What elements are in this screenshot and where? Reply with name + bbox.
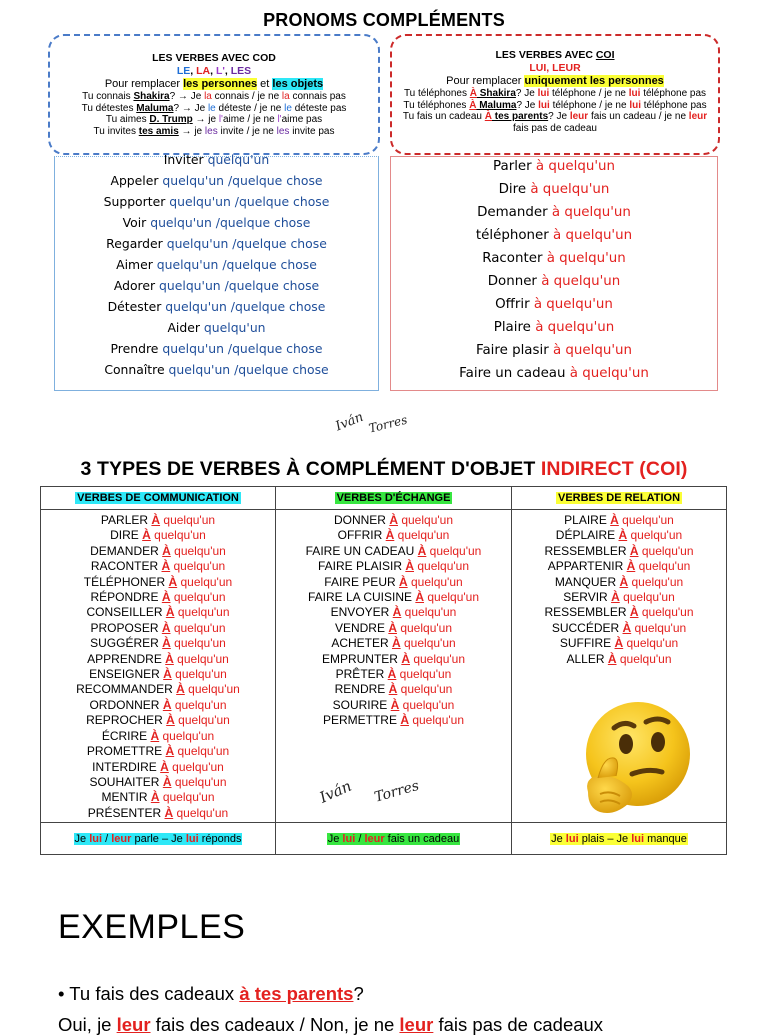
- cod-example-line: Tu invites tes amis → je les invite / je ne les invite pas: [93, 125, 335, 137]
- verb-row: RESSEMBLER À quelqu'un: [544, 543, 694, 558]
- verb-row: PARLER À quelqu'un: [100, 513, 216, 527]
- coi-verb-item: Demander à quelqu'un: [477, 205, 631, 220]
- verb-row: MENTIR À quelqu'un: [101, 790, 215, 805]
- cod-verb-item: Aider quelqu'un: [167, 320, 266, 335]
- coi-replace-line: Pour remplacer uniquement les personnes: [446, 75, 664, 87]
- example-answer: Oui, je leur fais des cadeaux / Non, je ne leur fais pas de cadeaux: [58, 1014, 604, 1035]
- verb-row: INTERDIRE À quelqu'un: [92, 759, 224, 774]
- verb-row: RESSEMBLER À quelqu'un: [544, 605, 694, 620]
- pronoun-la: LA: [196, 65, 211, 77]
- coi-verb-item: Raconter à quelqu'un: [482, 251, 626, 266]
- coi-last-line: fais pas de cadeau: [513, 122, 597, 134]
- verb-row: PLAIRE À quelqu'un: [564, 513, 674, 527]
- verb-row: RÉPONDRE À quelqu'un: [90, 590, 226, 605]
- verb-row: FAIRE PLAISIR À quelqu'un: [317, 559, 470, 574]
- svg-text:Iván: Iván: [316, 776, 355, 807]
- verb-row: FAIRE PEUR À quelqu'un: [324, 574, 463, 589]
- verb-row: SERVIR À quelqu'un: [563, 590, 675, 605]
- coi-verb-item: Faire plasir à quelqu'un: [475, 343, 633, 358]
- verb-row: RECOMMANDER À quelqu'un: [76, 682, 240, 697]
- footer-sentence: Je lui / leur fais un cadeau: [327, 832, 460, 845]
- verb-row: SOUHAITER À quelqu'un: [89, 774, 227, 789]
- cod-verb-item: Adorer quelqu'un /quelque chose: [113, 278, 320, 293]
- cod-verb-item: Aimer quelqu'un /quelque chose: [116, 257, 317, 272]
- coi-verb-item: Donner à quelqu'un: [487, 274, 621, 289]
- coi-pronouns: LUI, LEUR: [529, 62, 581, 74]
- col-communication: [41, 510, 276, 823]
- coi-example-line: Tu téléphones À Maluma? Je lui téléphone / je ne lui téléphone pas: [403, 99, 707, 111]
- col-echange: [276, 510, 512, 823]
- coi-example-line: Tu fais un cadeau À tes parents? Je leur fais un cadeau / je ne leur: [402, 111, 708, 122]
- col-header-relation: VERBES DE RELATION: [512, 487, 727, 510]
- verb-row: TÉLÉPHONER À quelqu'un: [83, 574, 233, 589]
- verb-row: RACONTER À quelqu'un: [90, 559, 226, 574]
- verb-row: ENSEIGNER À quelqu'un: [89, 667, 227, 682]
- verb-row: MANQUER À quelqu'un: [554, 574, 684, 589]
- cod-example-line: Tu connais Shakira? → Je la connais / je ne la connais pas: [82, 91, 346, 102]
- svg-text:Torres: Torres: [367, 412, 409, 436]
- coi-heading: LES VERBES AVEC COI: [495, 49, 615, 61]
- coi-examples: [392, 88, 718, 123]
- verb-row: REPROCHER À quelqu'un: [86, 713, 230, 728]
- cod-pronouns: LE, LA, L', LES: [176, 65, 252, 77]
- verb-row: SUFFIRE À quelqu'un: [559, 636, 679, 651]
- verb-row: ENVOYER À quelqu'un: [330, 605, 457, 620]
- coi-verb-item: Offrir à quelqu'un: [495, 297, 613, 312]
- verb-row: OFFRIR À quelqu'un: [337, 528, 450, 543]
- verb-row: CONSEILLER À quelqu'un: [86, 605, 230, 620]
- types-title: 3 TYPES DE VERBES À COMPLÉMENT D'OBJET INDIRECT (COI): [80, 458, 688, 480]
- coi-example-line: Tu téléphones À Shakira? Je lui téléphone / je ne lui téléphone pas: [403, 88, 707, 99]
- page-title: PRONOMS COMPLÉMENTS: [263, 10, 505, 30]
- cod-verb-item: Prendre quelqu'un /quelque chose: [110, 341, 323, 356]
- signature-table: [316, 752, 446, 814]
- verb-row: VENDRE À quelqu'un: [334, 620, 453, 635]
- col-header-communication: VERBES DE COMMUNICATION: [41, 487, 276, 510]
- footer-sentence: Je lui / leur parle – Je lui réponds: [74, 832, 242, 845]
- footer-sentence: Je lui plais – Je lui manque: [551, 832, 687, 845]
- cod-example-line: Tu détestes Maluma? → Je le déteste / je ne le déteste pas: [81, 102, 347, 114]
- verb-row: ACHETER À quelqu'un: [331, 636, 456, 651]
- example-question: • Tu fais des cadeaux à tes parents?: [58, 983, 364, 1004]
- col-relation: [512, 510, 727, 823]
- coi-verb-item: Parler à quelqu'un: [493, 159, 615, 174]
- cod-verb-item: Détester quelqu'un /quelque chose: [107, 299, 326, 314]
- examples-title: EXEMPLES: [58, 908, 246, 946]
- thinking-face-icon: [570, 698, 702, 824]
- cod-verb-list: [54, 152, 379, 391]
- cod-heading: LES VERBES AVEC COD: [152, 52, 276, 64]
- coi-verb-item: téléphoner à quelqu'un: [475, 228, 633, 243]
- verb-row: DIRE À quelqu'un: [110, 528, 206, 543]
- verb-row: SUGGÉRER À quelqu'un: [90, 636, 226, 651]
- verb-row: PRÉSENTER À quelqu'un: [87, 805, 229, 820]
- cod-example-line: Tu aimes D. Trump → je l'aime / je ne l'aime pas: [105, 114, 323, 125]
- verb-row: PRÊTER À quelqu'un: [335, 667, 452, 682]
- footer-communication: [41, 823, 276, 855]
- footer-relation: [512, 823, 727, 855]
- coi-verb-item: Dire à quelqu'un: [498, 182, 610, 197]
- cod-verb-item: Voir quelqu'un /quelque chose: [122, 215, 311, 230]
- verb-row: ÉCRIRE À quelqu'un: [101, 728, 215, 743]
- cod-verb-item: Appeler quelqu'un /quelque chose: [110, 173, 323, 188]
- verb-row: PROMETTRE À quelqu'un: [86, 744, 230, 759]
- verb-row: FAIRE UN CADEAU À quelqu'un: [305, 543, 482, 558]
- verb-row: PERMETTRE À quelqu'un: [322, 713, 465, 728]
- coi-info-box: [390, 34, 720, 155]
- verb-row: APPARTENIR À quelqu'un: [547, 559, 691, 574]
- cod-verb-item: Inviter quelqu'un: [163, 152, 270, 167]
- cod-replace-line: Pour remplacer les personnes et les objets: [104, 78, 324, 90]
- footer-echange: [276, 823, 512, 855]
- signature-top: [328, 392, 432, 436]
- verb-row: ALLER À quelqu'un: [566, 651, 672, 666]
- verb-row: RENDRE À quelqu'un: [334, 682, 453, 697]
- svg-text:Iván: Iván: [333, 409, 366, 435]
- verb-row: APPRENDRE À quelqu'un: [87, 651, 229, 666]
- verb-row: SOURIRE À quelqu'un: [332, 697, 455, 712]
- verb-types-table: [40, 486, 727, 855]
- cod-verb-item: Connaître quelqu'un /quelque chose: [104, 362, 329, 377]
- verb-row: PROPOSER À quelqu'un: [90, 620, 226, 635]
- cod-verb-item: Supporter quelqu'un /quelque chose: [103, 194, 330, 209]
- verb-row: DONNER À quelqu'un: [333, 513, 454, 527]
- pronoun-le: LE: [176, 65, 191, 77]
- verb-row: EMPRUNTER À quelqu'un: [321, 651, 466, 666]
- coi-verb-item: Plaire à quelqu'un: [493, 320, 615, 335]
- verb-row: DEMANDER À quelqu'un: [90, 543, 226, 558]
- cod-info-box: [48, 34, 380, 155]
- verb-row: ORDONNER À quelqu'un: [89, 697, 227, 712]
- col-header-echange: VERBES D'ÉCHANGE: [276, 487, 512, 510]
- cod-examples: [50, 91, 378, 137]
- cod-verb-item: Regarder quelqu'un /quelque chose: [106, 236, 327, 251]
- svg-text:Torres: Torres: [372, 777, 421, 806]
- verb-row: SUCCÉDER À quelqu'un: [551, 620, 687, 635]
- pronoun-l: L': [215, 65, 225, 77]
- coi-verb-list: [390, 156, 718, 391]
- coi-verb-item: Faire un cadeau à quelqu'un: [459, 366, 649, 381]
- verb-row: DÉPLAIRE À quelqu'un: [555, 528, 683, 543]
- pronoun-les: LES: [230, 65, 252, 77]
- verb-row: FAIRE LA CUISINE À quelqu'un: [307, 590, 480, 605]
